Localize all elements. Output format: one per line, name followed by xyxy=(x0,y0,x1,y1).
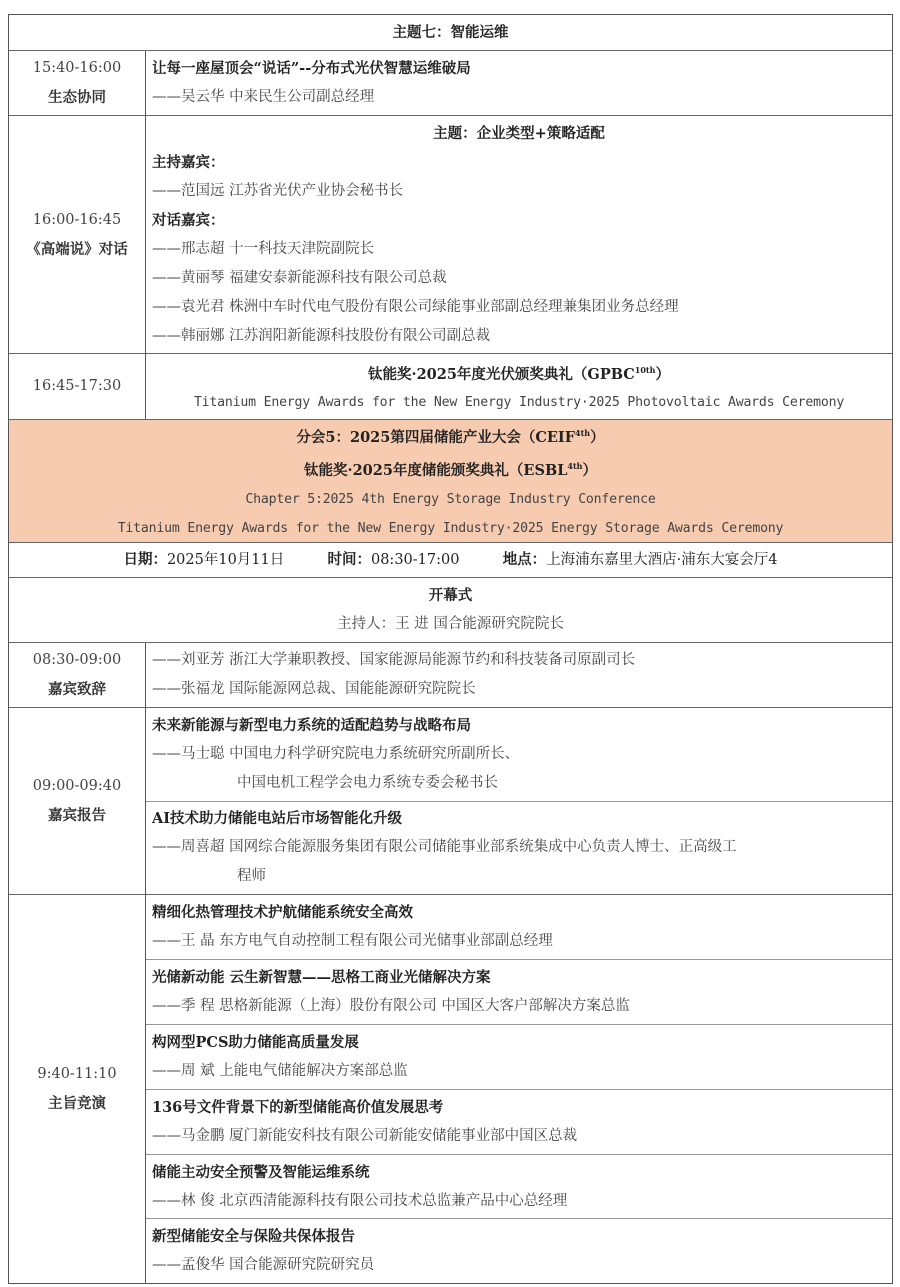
time-cell xyxy=(9,354,146,419)
host-heading: 主持嘉宾： xyxy=(152,153,225,171)
guest-line: ——邢志超 十一科技天津院副院长 xyxy=(152,240,375,257)
session5-edition: 4th xyxy=(575,428,591,439)
award-title-en: Titanium Energy Awards for the New Energy Industry·2025 Photovoltaic Awards Ceremony xyxy=(193,395,845,411)
content-cell xyxy=(146,643,892,707)
talk-title: 让每一座屋顶会“说话”--分布式光伏智慧运维破局 xyxy=(152,60,471,77)
session-info xyxy=(123,542,777,578)
storage-award-edition: 4th xyxy=(567,461,583,471)
time-cell xyxy=(9,643,146,707)
talk-item xyxy=(146,51,892,115)
talk-item xyxy=(146,1219,892,1283)
time-cell xyxy=(9,708,146,894)
speaker-line: ——林 俊 北京西清能源科技有限公司技术总监兼产品中心总经理 xyxy=(152,1192,568,1209)
speaker-line: ——张福龙 国际能源网总裁、国能能源研究院院长 xyxy=(152,681,476,697)
speaker-line: ——马金鹏 厦门新能安科技有限公司新能安储能事业部中国区总裁 xyxy=(152,1128,578,1144)
storage-award-title xyxy=(9,452,892,485)
session5-title xyxy=(9,419,892,452)
talk-item xyxy=(146,895,892,960)
talk-title: 储能主动安全预警及智能运维系统 xyxy=(152,1163,370,1181)
content-cell xyxy=(146,51,892,115)
opening-row xyxy=(9,578,892,643)
content-cell xyxy=(146,895,892,1283)
date-value: 2025年10月11日 xyxy=(166,552,285,568)
speaker-line: ——马士聪 中国电力科学研究院电力系统研究所副所长、 xyxy=(152,745,520,762)
talk-item xyxy=(146,1155,892,1219)
theme-title: 主题七：智能运维 xyxy=(392,24,509,41)
session-label: 嘉宾报告 xyxy=(48,807,106,824)
content-cell xyxy=(146,116,892,353)
session-label: 嘉宾致辞 xyxy=(48,681,106,698)
speaker-line-cont: 程师 xyxy=(237,868,266,885)
guest-line: ——黄丽琴 福建安泰新能源科技有限公司总裁 xyxy=(152,269,447,286)
session5-title-text: 分会5：2025第四届储能产业大会（CEIF xyxy=(296,429,576,446)
talk-title: 136号文件背景下的新型储能高价值发展思考 xyxy=(152,1099,444,1116)
storage-award-title-en: Titanium Energy Awards for the New Energy Industry·2025 Energy Storage Awards Ceremony xyxy=(117,520,784,536)
guest-line: ——韩丽娜 江苏润阳新能源科技股份有限公司副总裁 xyxy=(152,327,491,344)
opening-host: 主持人：王 进 国合能源研究院院长 xyxy=(337,616,564,632)
speaker-line: ——周喜超 国网综合能源服务集团有限公司储能事业部系统集成中心负责人博士、正高级工 xyxy=(152,839,737,856)
speech-block xyxy=(146,643,892,707)
talk-title: 光储新动能 云生新智慧——思格工商业光储解决方案 xyxy=(152,969,491,986)
session5-title-en: Chapter 5:2025 4th Energy Storage Industry Conference xyxy=(245,491,656,507)
speaker-line: ——季 程 思格新能源（上海）股份有限公司 中国区大客户部解决方案总监 xyxy=(152,998,630,1014)
agenda-row-speech xyxy=(9,643,892,708)
host-line: ——范国远 江苏省光伏产业协会秘书长 xyxy=(152,182,404,199)
agenda-row-report xyxy=(9,708,892,895)
agenda-row-pv-award xyxy=(9,354,892,420)
award-title-end: ） xyxy=(655,365,670,383)
time-cell xyxy=(9,895,146,1283)
talk-title: 构网型PCS助力储能高质量发展 xyxy=(152,1034,359,1051)
talk-item xyxy=(146,708,892,802)
speaker-line: ——孟俊华 国合能源研究院研究员 xyxy=(152,1257,375,1273)
agenda-row-dialogue xyxy=(9,116,892,354)
session-label: 生态协同 xyxy=(48,89,106,106)
session-label: 主旨竞演 xyxy=(48,1095,106,1112)
time-cell xyxy=(9,116,146,353)
storage-award-end: ） xyxy=(582,461,597,479)
talk-item xyxy=(146,1025,892,1090)
content-cell xyxy=(146,708,892,894)
content-cell xyxy=(146,354,892,419)
talk-title: AI技术助力储能电站后市场智能化升级 xyxy=(152,810,403,828)
talk-title: 未来新能源与新型电力系统的适配趋势与战略布局 xyxy=(152,716,471,734)
session-info-row xyxy=(9,543,892,578)
time-cell xyxy=(9,51,146,115)
time-range: 9:40-11:10 xyxy=(37,1066,117,1082)
session5-title-end: ） xyxy=(590,429,605,446)
session5-banner xyxy=(9,420,892,543)
time-range: 16:00-16:45 xyxy=(32,211,122,228)
award-title-cn xyxy=(148,356,890,389)
talk-item xyxy=(146,960,892,1025)
agenda-table xyxy=(8,14,893,1284)
time-range: 09:00-09:40 xyxy=(32,778,122,794)
place-label: 地点： xyxy=(502,551,547,568)
time-label: 时间： xyxy=(327,551,371,568)
talk-title: 新型储能安全与保险共保体报告 xyxy=(152,1228,355,1245)
speaker-line: ——周 斌 上能电气储能解决方案部总监 xyxy=(152,1063,408,1079)
time-range: 08:30-09:00 xyxy=(32,652,122,668)
guest-line: ——袁光君 株洲中车时代电气股份有限公司绿能事业部副总经理兼集团业务总经理 xyxy=(152,298,679,315)
dialogue-block xyxy=(146,116,892,353)
speaker-line-cont: 中国电机工程学会电力系统专委会秘书长 xyxy=(237,774,498,791)
award-title-text: 钛能奖·2025年度光伏颁奖典礼（GPBC xyxy=(368,365,635,383)
agenda-row-eco xyxy=(9,51,892,116)
guests-heading: 对话嘉宾： xyxy=(152,211,225,229)
storage-award-text: 钛能奖·2025年度储能颁奖典礼（ESBL xyxy=(304,461,568,479)
dialogue-topic: 主题：企业类型+策略适配 xyxy=(433,124,605,142)
talk-item xyxy=(146,1090,892,1155)
talk-title: 精细化热管理技术护航储能系统安全高效 xyxy=(152,904,413,921)
award-block xyxy=(146,354,892,419)
theme-header-row xyxy=(9,15,892,51)
talk-item xyxy=(146,802,892,895)
time-range: 16:45-17:30 xyxy=(32,378,122,394)
time-range: 15:40-16:00 xyxy=(32,60,122,76)
session-label: 《高端说》对话 xyxy=(26,240,128,258)
speaker-line: ——王 晶 东方电气自动控制工程有限公司光储事业部副总经理 xyxy=(152,933,553,949)
place-value: 上海浦东嘉里大酒店·浦东大宴会厅4 xyxy=(546,552,778,568)
time-value: 08:30-17:00 xyxy=(370,552,460,568)
agenda-row-keynote xyxy=(9,895,892,1283)
speaker-line: ——吴云华 中来民生公司副总经理 xyxy=(152,89,375,105)
date-label: 日期： xyxy=(123,551,167,568)
speaker-line: ——刘亚芳 浙江大学兼职教授、国家能源局能源节约和科技装备司原副司长 xyxy=(152,652,636,668)
award-edition: 10th xyxy=(634,364,656,375)
opening-title: 开幕式 xyxy=(428,587,473,604)
